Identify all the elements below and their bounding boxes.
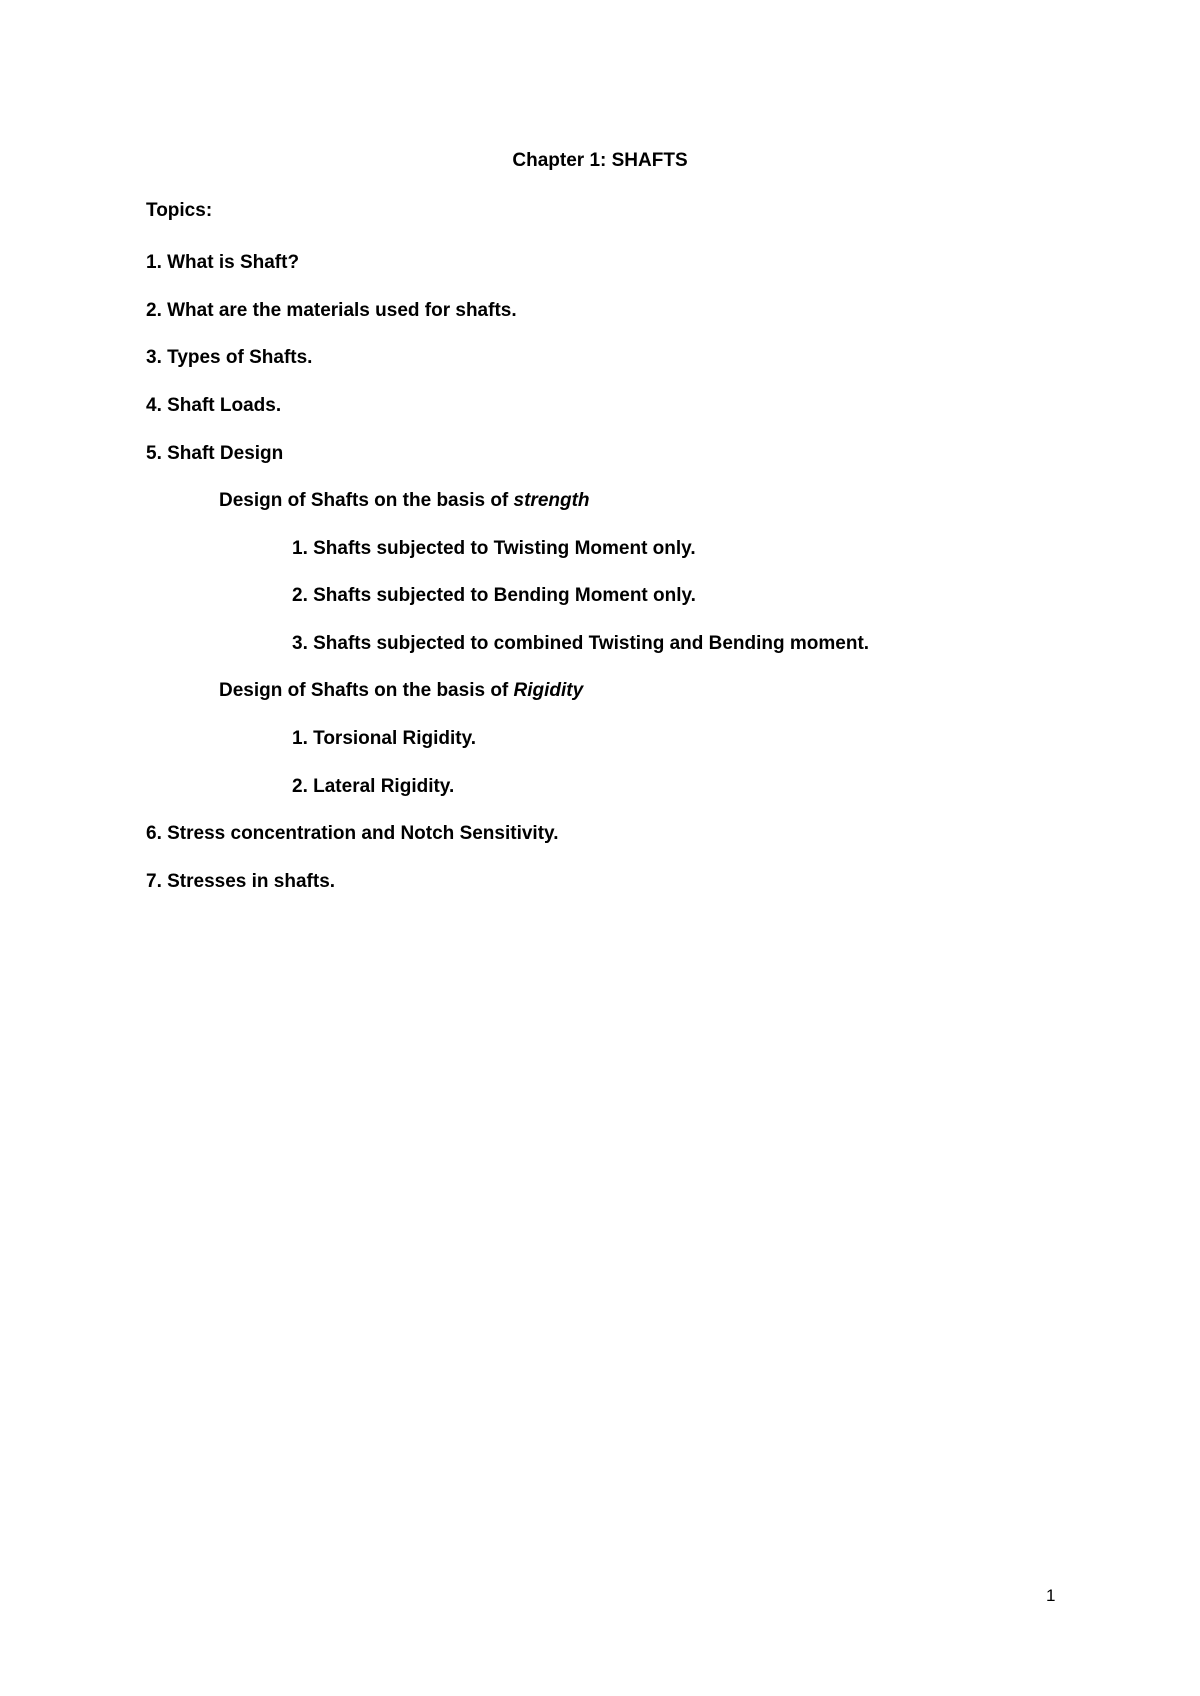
topic-item-1: 1. What is Shaft?	[146, 252, 300, 273]
strength-heading-text: Design of Shafts on the basis of	[219, 490, 514, 511]
strength-subitem-3: 3. Shafts subjected to combined Twisting and Bending moment.	[292, 633, 870, 654]
topic-item-4: 4. Shaft Loads.	[146, 395, 282, 416]
rigidity-subitem-2: 2. Lateral Rigidity.	[292, 776, 455, 797]
rigidity-section-heading	[219, 679, 583, 703]
page-number: 1	[1046, 1586, 1056, 1605]
topic-item-2: 2. What are the materials used for shafts.	[146, 300, 517, 321]
rigidity-subitem-1: 1. Torsional Rigidity.	[292, 728, 477, 749]
strength-section-heading	[219, 489, 590, 513]
topic-item-5: 5. Shaft Design	[146, 443, 284, 464]
rigidity-heading-text: Design of Shafts on the basis of	[219, 680, 514, 701]
chapter-title: Chapter 1: SHAFTS	[512, 150, 688, 171]
strength-subitem-1: 1. Shafts subjected to Twisting Moment only.	[292, 538, 696, 559]
rigidity-heading-emphasis: Rigidity	[513, 680, 584, 701]
topic-item-6: 6. Stress concentration and Notch Sensitivity.	[146, 823, 559, 844]
topic-item-3: 3. Types of Shafts.	[146, 347, 313, 368]
strength-subitem-2: 2. Shafts subjected to Bending Moment only.	[292, 585, 696, 606]
topics-label: Topics:	[146, 200, 213, 221]
strength-heading-emphasis: strength	[513, 490, 590, 511]
topic-item-7: 7. Stresses in shafts.	[146, 871, 336, 892]
